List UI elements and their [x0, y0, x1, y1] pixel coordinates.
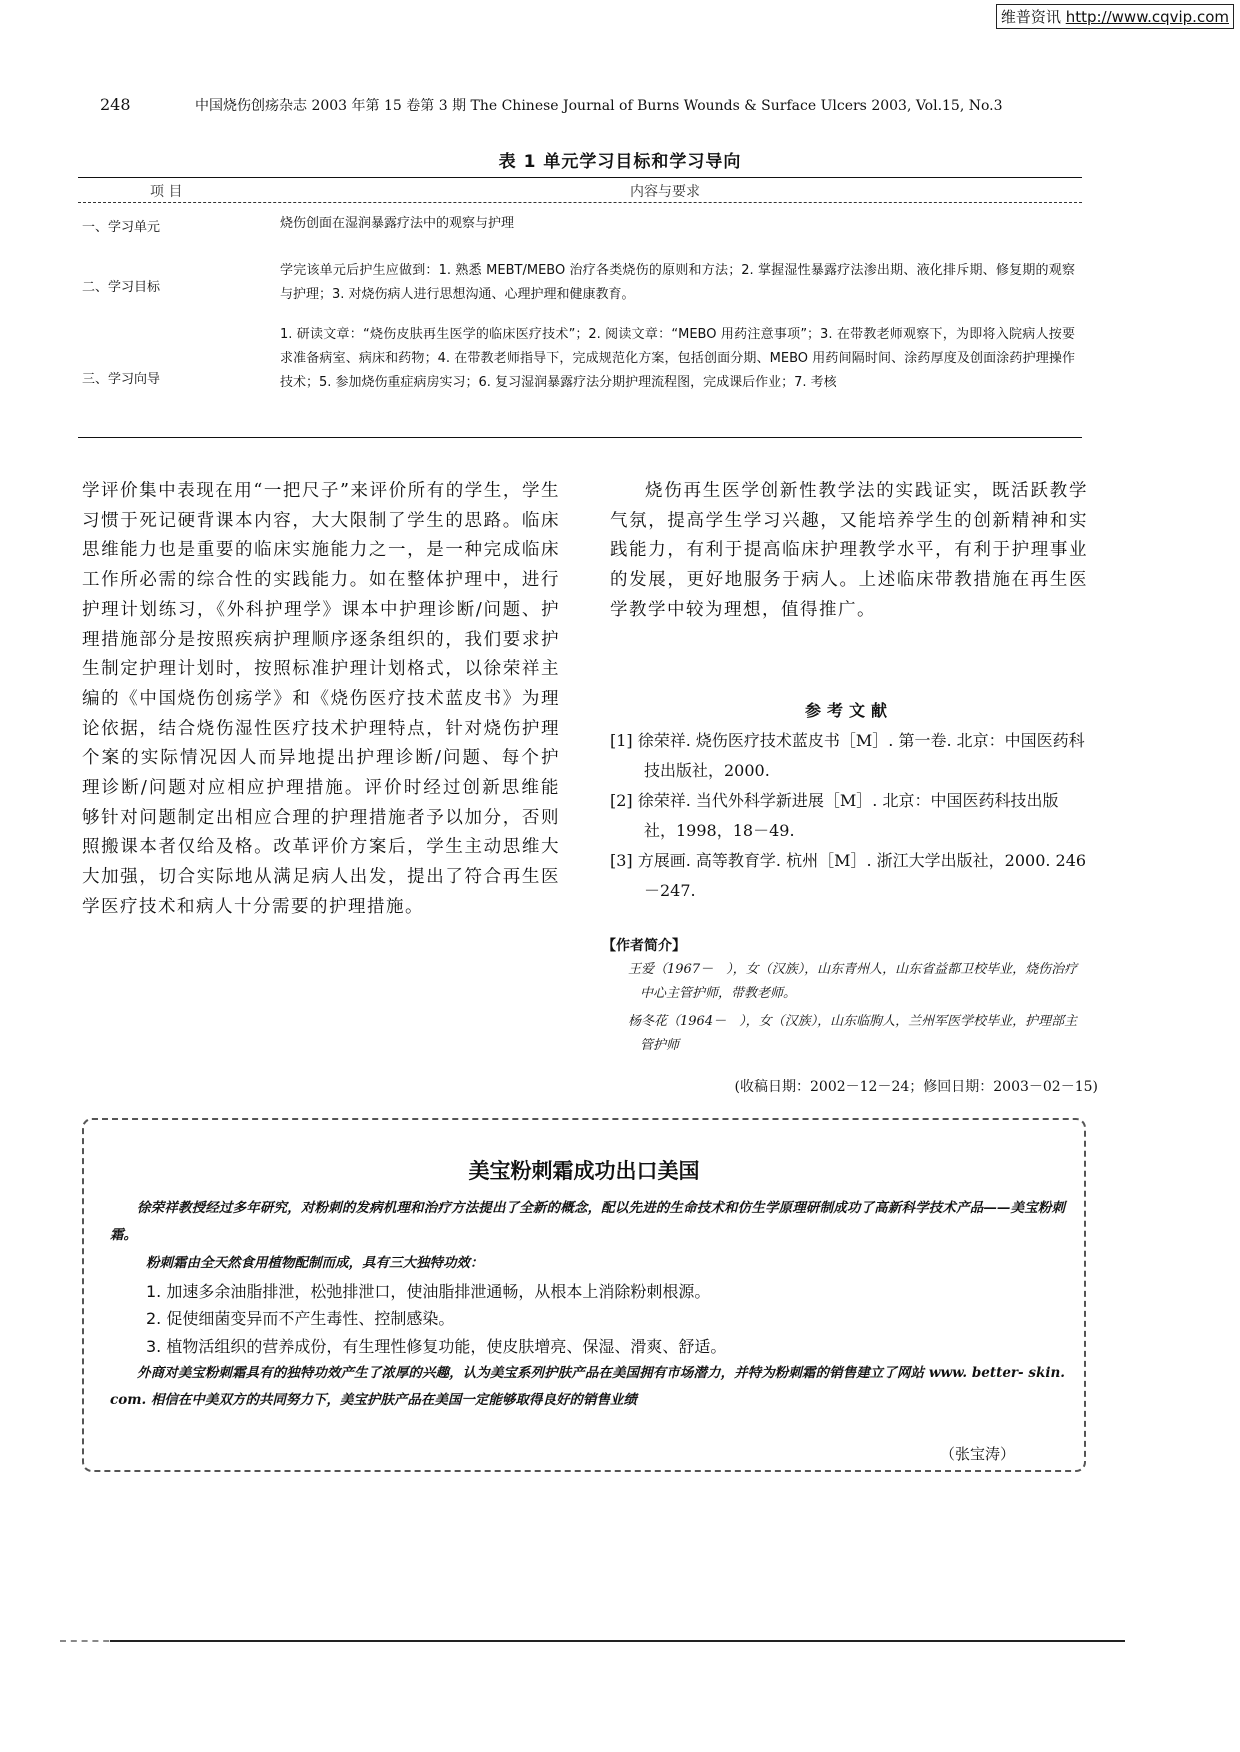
received-dates: (收稿日期：2002－12－24；修回日期：2003－02－15): [734, 1079, 1098, 1095]
table-header-content: 内容与要求: [630, 184, 700, 200]
table-row-label: 二、学习目标: [82, 280, 161, 295]
table-row-content: 烧伤创面在湿润暴露疗法中的观察与护理: [280, 216, 515, 231]
watermark-url[interactable]: http://www.cqvip.com: [1065, 8, 1229, 26]
body-left-column: 学评价集中表现在用“一把尺子”来评价所有的学生，学生习惯于死记硬背课本内容，大大限制了学生的思路。临床思维能力也是重要的临床实施能力之一，是一种完成临床工作所必需的综合性的实践能力。如在整体护理中，进行护理计划练习，《外科护理学》课本中护理诊断/问题、护理措施部分是按照疾病护理顺序逐条组织的，我们要求护生制定护理计划时，按照标准护理计划格式，以徐荣祥主编的《中国烧伤创疡学》和《烧伤医疗技术蓝皮书》为理论依据，结合烧伤湿性医疗技术护理特点，针对烧伤护理个案的实际情况因人而异地提出护理诊断/问题、每个护理诊断/问题对应相应护理措施。评价时经过创新思维能够针对问题制定出相应合理的护理措施者予以加分，否则照搬课本者仅给及格。改革评价方案后，学生主动思维大大加强，切合实际地从满足病人出发，提出了符合再生医学医疗技术和病人十分需要的护理措施。: [82, 481, 560, 917]
table-top-rule: [78, 177, 1082, 178]
table-header-rule: [78, 202, 1082, 203]
table-row-label: 三、学习向导: [82, 372, 161, 387]
author-entry: 王爱（1967－ ），女（汉族），山东青州人，山东省益都卫校毕业，烧伤治疗中心主管护师，带教老师。: [628, 962, 1078, 1001]
body-right-column: 烧伤再生医学创新性教学法的实践证实，既活跃教学气氛，提高学生学习兴趣，又能培养学生的创新精神和实践能力，有利于提高临床护理教学水平，有利于护理事业的发展，更好地服务于病人。上述临床带教措施在再生医学教学中较为理想，值得推广。: [610, 481, 1088, 620]
watermark: [996, 4, 1234, 29]
table-row-label: 一、学习单元: [82, 220, 161, 235]
reference-item: [3] 方展画. 高等教育学. 杭州［M］. 浙江大学出版社，2000. 246－247.: [610, 851, 1087, 900]
notice-effect-item: 3. 植物活组织的营养成份，有生理性修复功能，使皮肤增亮、保湿、滑爽、舒适。: [146, 1337, 727, 1356]
table-bottom-rule: [78, 437, 1082, 438]
author-entry: 杨冬花（1964－ ），女（汉族），山东临朐人，兰州军医学校毕业，护理部主管护师: [628, 1014, 1078, 1053]
notice-signature: （张宝涛）: [940, 1445, 1016, 1463]
bottom-rule: [110, 1640, 1125, 1642]
page-number: 248: [100, 95, 131, 114]
notice-intro: 徐荣祥教授经过多年研究，对粉刺的发病机理和治疗方法提出了全新的概念，配以先进的生命技术和仿生学原理研制成功了高新科学技术产品——美宝粉刺霜。: [110, 1200, 1065, 1243]
author-intro-heading: 【作者简介】: [602, 938, 686, 954]
notice-effect-item: 2. 促使细菌变异而不产生毒性、控制感染。: [146, 1309, 455, 1328]
table-header-item: 项 目: [150, 184, 183, 200]
notice-title: 美宝粉刺霜成功出口美国: [468, 1159, 700, 1183]
table-title: 表 1 单元学习目标和学习导向: [498, 152, 742, 172]
table-row-content: 学完该单元后护生应做到：1. 熟悉 MEBT/MEBO 治疗各类烧伤的原则和方法；2. 掌握湿性暴露疗法渗出期、液化排斥期、修复期的观察与护理；3. 对烧伤病人进行思想沟通、心理护理和健康教育。: [280, 263, 1075, 302]
notice-effects-intro: 粉刺霜由全天然食用植物配制而成，具有三大独特功效：: [146, 1255, 484, 1271]
running-header: 中国烧伤创疡杂志 2003 年第 15 卷第 3 期 The Chinese Journal of Burns Wounds & Surface Ulcers 2003, Vol.15, No.3: [195, 98, 1003, 114]
reference-item: [2] 徐荣祥. 当代外科学新进展［M］. 北京：中国医药科技出版社，1998，18－49.: [610, 791, 1059, 840]
table-row-content: 1. 研读文章：“烧伤皮肤再生医学的临床医疗技术”；2. 阅读文章：“MEBO 用药注意事项”；3. 在带教老师观察下，为即将入院病人按要求准备病室、病床和药物；4. 在带教老师指导下，完成规范化方案，包括创面分期、MEBO 用药间隔时间、涂药厚度及创面涂药护理操作技术；5. 参加烧伤重症病房实习；6. 复习湿润暴露疗法分期护理流程图，完成课后作业；7. 考核: [280, 327, 1075, 390]
watermark-site: 维普资讯: [1000, 8, 1061, 26]
notice-closing: 外商对美宝粉刺霜具有的独特功效产生了浓厚的兴趣，认为美宝系列护肤产品在美国拥有市场潜力，并特为粉刺霜的销售建立了网站 www. better- skin. com. 相信在中美双方的共同努力下，美宝护肤产品在美国一定能够取得良好的销售业绩: [110, 1365, 1065, 1408]
notice-effect-item: 1. 加速多余油脂排泄，松弛排泄口，使油脂排泄通畅，从根本上消除粉刺根源。: [146, 1282, 711, 1301]
reference-item: [1] 徐荣祥. 烧伤医疗技术蓝皮书［M］. 第一卷. 北京：中国医药科技出版社，2000.: [610, 731, 1085, 780]
references-heading: 参考文献: [804, 701, 893, 720]
